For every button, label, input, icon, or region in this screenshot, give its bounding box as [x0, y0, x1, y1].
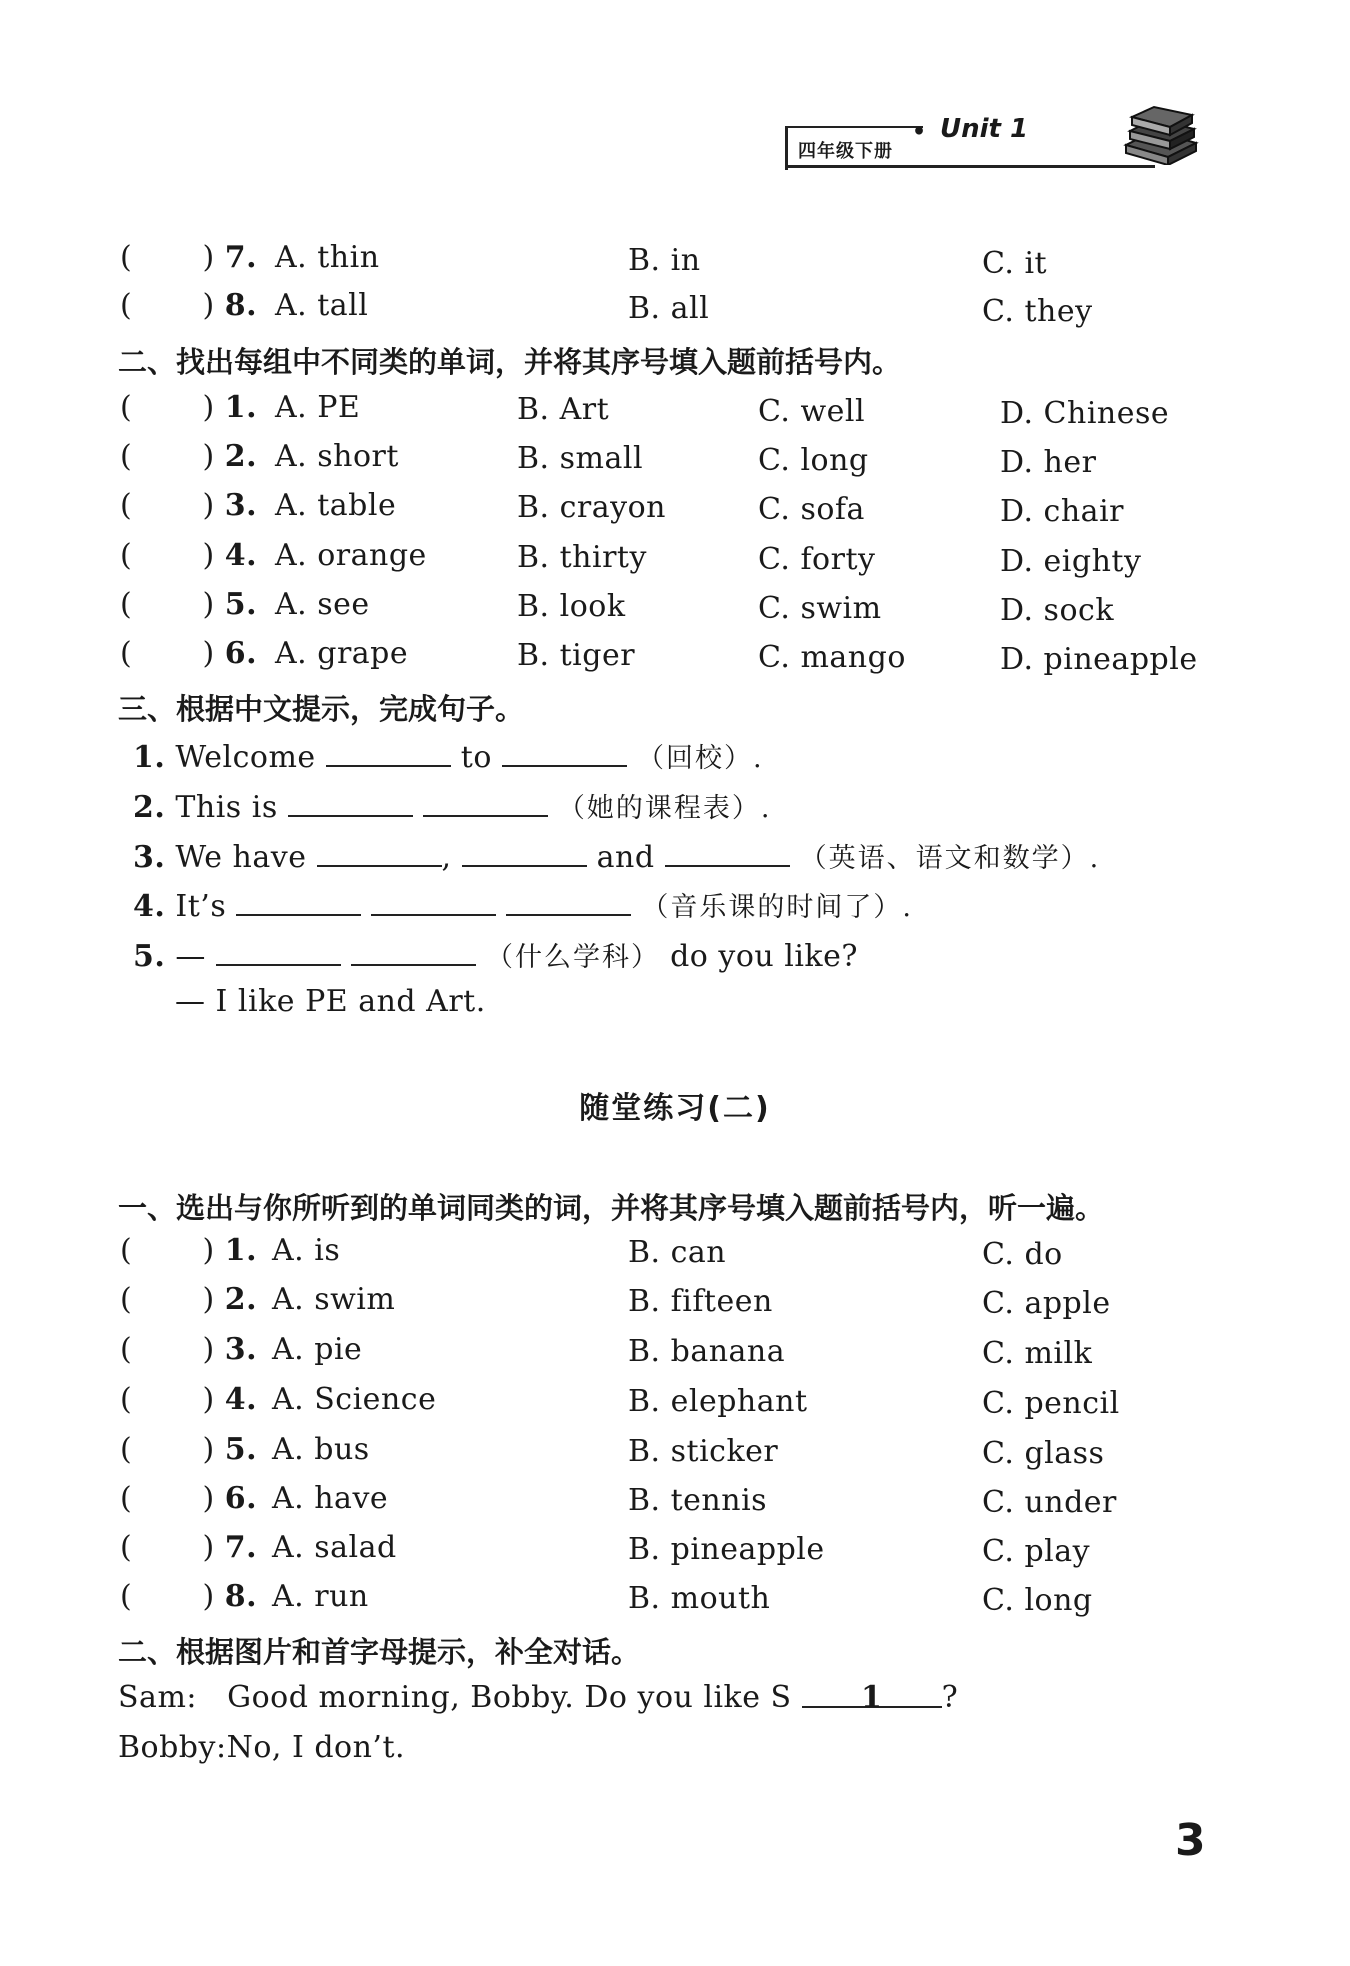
option-b: B. small [517, 441, 644, 476]
list-item [120, 1233, 257, 1268]
list-item [120, 439, 257, 474]
section-heading: 二、找出每组中不同类的单词，并将其序号填入题前括号内。 [118, 345, 902, 379]
answer-paren[interactable]: ( ) [120, 1282, 215, 1317]
option-d: D. her [1000, 445, 1097, 480]
item-number: 3. [224, 1332, 258, 1367]
option-b: B. can [628, 1235, 727, 1270]
sentence-text: to [460, 740, 492, 775]
option-b: B. sticker [628, 1434, 779, 1469]
item-number: 1. [133, 740, 166, 775]
book-stack-icon [1120, 105, 1200, 165]
sentence-text: Welcome [175, 740, 316, 775]
answer-blank-1[interactable]: 1 [802, 1680, 942, 1708]
item-number: 2. [133, 790, 166, 825]
answer-paren[interactable]: ( ) [120, 488, 215, 523]
answer-blank[interactable] [236, 888, 361, 916]
sentence-text: This is [175, 790, 278, 825]
option-b: B. tennis [628, 1483, 768, 1518]
answer-blank[interactable] [502, 739, 627, 767]
sentence-3 [133, 836, 1100, 875]
item-number: 3. [133, 840, 166, 875]
item-number: 3. [224, 488, 258, 523]
speaker-label: Sam: [118, 1680, 197, 1715]
option-c: C. they [982, 294, 1093, 329]
answer-paren[interactable]: ( ) [120, 538, 215, 573]
chinese-hint: （她的课程表）. [557, 793, 772, 824]
answer-paren[interactable]: ( ) [120, 636, 215, 671]
sentence-4 [133, 885, 913, 924]
answer-paren[interactable]: ( ) [120, 1481, 215, 1516]
option-c: C. forty [758, 542, 876, 577]
option-c: C. mango [758, 640, 906, 675]
list-item [120, 636, 257, 671]
option-b: B. look [517, 589, 626, 624]
option-b: B. in [628, 243, 701, 278]
option-c: C. under [982, 1485, 1117, 1520]
item-number: 5. [224, 587, 258, 622]
list-item [120, 1332, 257, 1367]
option-b: B. tiger [517, 638, 636, 673]
option-b: B. crayon [517, 490, 666, 525]
answer-blank[interactable] [317, 839, 442, 867]
option-a: A. PE [275, 390, 361, 425]
sentence-text: It’s [175, 889, 227, 924]
option-c: C. do [982, 1237, 1063, 1272]
option-d: D. pineapple [1000, 642, 1198, 677]
header-rule [785, 165, 1155, 168]
option-c: C. well [758, 394, 866, 429]
option-a: A. have [272, 1481, 389, 1516]
option-c: C. swim [758, 591, 882, 626]
sentence-2 [133, 786, 771, 825]
speaker-label: Bobby: [118, 1730, 227, 1765]
option-a: A. Science [272, 1382, 437, 1417]
answer-blank[interactable] [326, 739, 451, 767]
list-item [120, 1579, 257, 1614]
chinese-hint: （英语、语文和数学）. [799, 843, 1101, 874]
answer-paren[interactable]: ( ) [120, 1579, 215, 1614]
option-a: A. see [275, 587, 370, 622]
sentence-text: We have [175, 840, 307, 875]
option-b: B. elephant [628, 1384, 808, 1419]
sentence-text: do you like? [670, 939, 858, 974]
answer-paren[interactable]: ( ) [120, 1382, 215, 1417]
option-d: D. sock [1000, 593, 1114, 628]
option-c: C. it [982, 246, 1048, 281]
option-a: A. swim [272, 1282, 396, 1317]
list-item [120, 1382, 257, 1417]
item-number: 2. [224, 439, 258, 474]
list-item [120, 1530, 257, 1565]
dialog-text: Good morning, Bobby. Do you like S [227, 1680, 792, 1715]
option-a: A. table [275, 488, 397, 523]
option-d: D. chair [1000, 494, 1124, 529]
chinese-hint: （音乐课的时间了）. [641, 892, 913, 923]
dialog-reply: — I like PE and Art. [175, 984, 486, 1019]
chinese-hint: （什么学科） [486, 942, 661, 973]
item-number: 1. [224, 390, 258, 425]
answer-paren[interactable]: ( ) [120, 439, 215, 474]
option-c: C. apple [982, 1286, 1111, 1321]
answer-blank[interactable] [288, 789, 413, 817]
answer-paren[interactable]: ( ) [120, 587, 215, 622]
answer-paren[interactable]: ( ) [120, 288, 215, 323]
answer-blank[interactable] [216, 938, 341, 966]
header-dot: • [912, 119, 927, 145]
answer-blank[interactable] [351, 938, 476, 966]
list-item [120, 587, 257, 622]
answer-paren[interactable]: ( ) [120, 390, 215, 425]
list-item [120, 240, 257, 275]
page-number: 3 [1175, 1815, 1206, 1866]
dialog-dash: — [175, 939, 206, 974]
page-section-title: 随堂练习(二) [579, 1091, 771, 1126]
item-number: 4. [133, 889, 166, 924]
option-a: A. bus [272, 1432, 370, 1467]
answer-blank[interactable] [665, 839, 790, 867]
answer-blank[interactable] [462, 839, 587, 867]
option-a: A. run [272, 1579, 369, 1614]
sentence-1 [133, 736, 764, 775]
list-item [120, 1481, 257, 1516]
item-number: 7. [224, 1530, 258, 1565]
item-number: 6. [224, 1481, 258, 1516]
section-heading: 一、选出与你所听到的单词同类的词，并将其序号填入题前括号内，听一遍。 [118, 1191, 1105, 1225]
answer-blank[interactable] [423, 789, 548, 817]
answer-blank[interactable] [371, 888, 496, 916]
answer-paren[interactable]: ( ) [120, 1332, 215, 1367]
option-a: A. is [272, 1233, 341, 1268]
answer-paren[interactable]: ( ) [120, 1530, 215, 1565]
answer-paren[interactable]: ( ) [120, 240, 215, 275]
dialog-line-2 [118, 1730, 405, 1765]
list-item [120, 390, 257, 425]
list-item [120, 1432, 257, 1467]
option-a: A. thin [275, 240, 380, 275]
section-heading: 三、根据中文提示，完成句子。 [118, 692, 525, 726]
answer-paren[interactable]: ( ) [120, 1432, 215, 1467]
option-a: A. pie [272, 1332, 363, 1367]
option-a: A. salad [272, 1530, 397, 1565]
question-mark: ? [941, 1680, 959, 1715]
dialog-line-1 [118, 1680, 958, 1715]
option-c: C. pencil [982, 1386, 1120, 1421]
header-unit: Unit 1 [940, 114, 1029, 144]
header-grade: 四年级下册 [798, 141, 893, 162]
item-number: 7. [224, 240, 258, 275]
option-b: B. thirty [517, 540, 647, 575]
list-item [120, 538, 257, 573]
option-c: C. glass [982, 1436, 1105, 1471]
option-d: D. Chinese [1000, 396, 1170, 431]
option-a: A. orange [275, 538, 427, 573]
sentence-5 [133, 935, 858, 974]
option-c: C. long [982, 1583, 1093, 1618]
option-b: B. fifteen [628, 1284, 773, 1319]
comma: , [441, 840, 452, 875]
option-b: B. banana [628, 1334, 786, 1369]
item-number: 4. [224, 1382, 258, 1417]
dialog-text: No, I don’t. [226, 1730, 406, 1765]
option-c: C. sofa [758, 492, 865, 527]
option-c: C. play [982, 1534, 1091, 1569]
chinese-hint: （回校）. [637, 743, 764, 774]
option-a: A. grape [275, 636, 409, 671]
item-number: 2. [224, 1282, 258, 1317]
item-number: 6. [224, 636, 258, 671]
option-b: B. Art [517, 392, 610, 427]
item-number: 4. [224, 538, 258, 573]
list-item [120, 288, 257, 323]
option-b: B. all [628, 291, 710, 326]
sentence-text: and [596, 840, 655, 875]
list-item [120, 488, 257, 523]
option-a: A. tall [275, 288, 369, 323]
section-heading: 二、根据图片和首字母提示，补全对话。 [118, 1635, 641, 1669]
option-b: B. mouth [628, 1581, 771, 1616]
item-number: 1. [224, 1233, 258, 1268]
answer-paren[interactable]: ( ) [120, 1233, 215, 1268]
item-number: 5. [133, 939, 166, 974]
option-d: D. eighty [1000, 544, 1142, 579]
option-b: B. pineapple [628, 1532, 825, 1567]
answer-blank[interactable] [506, 888, 631, 916]
item-number: 5. [224, 1432, 258, 1467]
option-a: A. short [275, 439, 399, 474]
option-c: C. long [758, 443, 869, 478]
item-number: 8. [224, 1579, 258, 1614]
item-number: 8. [224, 288, 258, 323]
option-c: C. milk [982, 1336, 1093, 1371]
list-item [120, 1282, 257, 1317]
